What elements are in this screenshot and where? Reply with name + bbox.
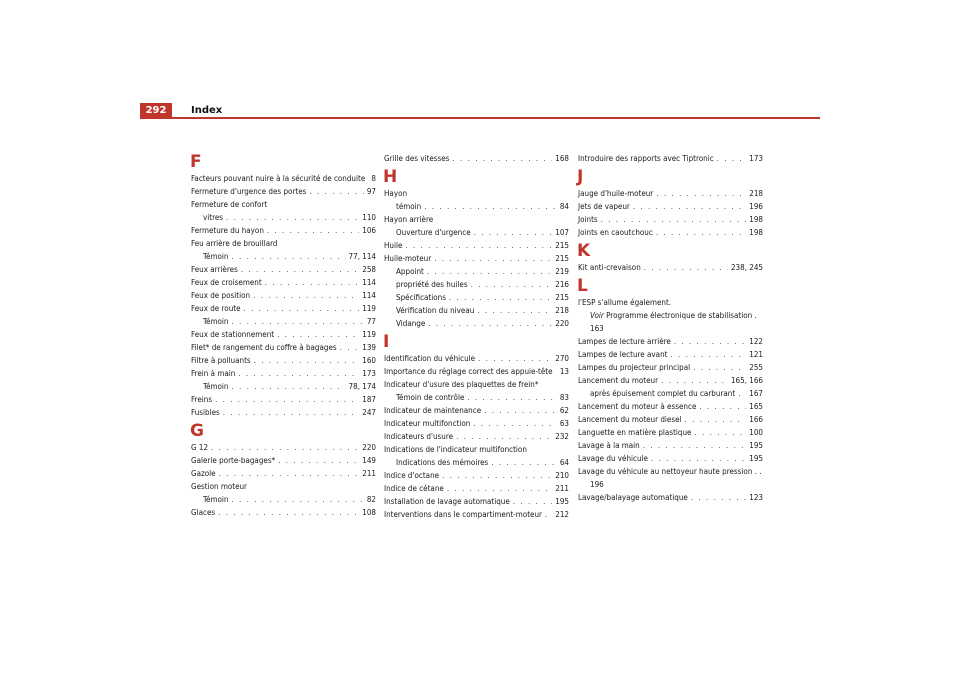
entry-page-ref: 216 (555, 280, 569, 289)
entry-term: Freins (191, 395, 213, 404)
index-entry (578, 426, 763, 439)
entry-term: Témoin de contrôle (396, 393, 465, 402)
entry-term: Indicateur de maintenance (384, 406, 482, 415)
index-entry (191, 367, 376, 380)
entry-term: Kit anti-crevaison (578, 263, 641, 272)
dot-leader (428, 317, 552, 330)
index-entry (191, 224, 376, 237)
entry-page-ref: 211 (362, 469, 376, 478)
index-subentry (384, 291, 569, 304)
entry-page-ref: 211 (555, 484, 569, 493)
entry-term: Filet* de rangement du coffre à bagages (191, 343, 337, 352)
dot-leader (215, 393, 359, 406)
entry-term: Lavage à la main (578, 441, 640, 450)
entry-page-ref: 107 (555, 228, 569, 237)
index-heading: l'ESP s'allume également. (578, 298, 672, 307)
entry-term: propriété des huiles (396, 280, 468, 289)
index-subentry (578, 387, 763, 400)
dot-leader (474, 226, 553, 239)
dot-leader (656, 187, 746, 200)
dot-leader (449, 291, 552, 304)
entry-term: Indicateur multifonction (384, 419, 471, 428)
entry-page-ref: 97 (366, 187, 376, 196)
entry-term: Lavage du véhicule (578, 454, 648, 463)
dot-leader (442, 469, 552, 482)
entry-term: après épuisement complet du carburant (590, 389, 736, 398)
dot-leader (231, 315, 363, 328)
entry-page-ref: 173 (362, 369, 376, 378)
index-entry (578, 261, 763, 274)
dot-leader (656, 226, 746, 239)
index-entry (578, 452, 763, 465)
entry-page-ref: 198 (749, 215, 763, 224)
dot-leader (643, 439, 747, 452)
entry-term: Témoin (203, 252, 229, 261)
entry-page-ref: 270 (555, 354, 569, 363)
index-entry (191, 406, 376, 419)
dot-leader (644, 261, 728, 274)
index-column-1 (191, 152, 376, 519)
index-entry (578, 335, 763, 348)
index-entry (191, 467, 376, 480)
entry-term: Importance du réglage correct des appuie-tête (384, 367, 553, 376)
index-entry (384, 417, 569, 430)
entry-page-ref: 82 (366, 495, 376, 504)
entry-page-ref: 122 (749, 337, 763, 346)
entry-term: Lavage/balayage automatique (578, 493, 688, 502)
index-entry (191, 172, 376, 185)
index-heading: Lavage du véhicule au nettoyeur haute pression . . (578, 467, 762, 476)
dot-leader (427, 265, 552, 278)
section-letter: K (577, 241, 591, 261)
index-entry (578, 152, 763, 165)
dot-leader (278, 454, 359, 467)
entry-page-ref: 114 (362, 291, 376, 300)
dot-leader (670, 348, 746, 361)
entry-term: Indicateurs d'usure (384, 432, 454, 441)
dot-leader (513, 495, 552, 508)
index-entry (191, 289, 376, 302)
dot-leader (685, 413, 747, 426)
dot-leader (424, 200, 557, 213)
entry-page-ref: 218 (749, 189, 763, 198)
entry-term: Frein à main (191, 369, 236, 378)
entry-term: Témoin (203, 382, 229, 391)
entry-page-ref: 114 (362, 278, 376, 287)
index-entry (384, 430, 569, 443)
dot-leader (691, 491, 746, 504)
dot-leader (694, 426, 746, 439)
entry-page-ref: 247 (362, 408, 376, 417)
index-subentry (384, 391, 569, 404)
index-heading: Fermeture de confort (191, 200, 268, 209)
entry-term: Huile (384, 241, 403, 250)
entry-page-ref: 215 (555, 241, 569, 250)
index-entry (191, 441, 376, 454)
dot-leader (309, 185, 363, 198)
index-subentry (191, 250, 376, 263)
index-entry (578, 491, 763, 504)
entry-term: Identification du véhicule (384, 354, 476, 363)
index-entry (191, 506, 376, 519)
entry-page-ref: 195 (749, 454, 763, 463)
dot-leader (254, 354, 360, 367)
entry-page-ref: 196 (749, 202, 763, 211)
entry-term: Ouverture d'urgence (396, 228, 471, 237)
entry-page-ref: 100 (749, 428, 763, 437)
dot-leader (340, 341, 360, 354)
entry-term: Grille des vitesses (384, 154, 450, 163)
dot-leader (674, 335, 746, 348)
index-entry (578, 213, 763, 226)
entry-term: Feux arrières (191, 265, 238, 274)
index-entry (384, 482, 569, 495)
index-entry (191, 341, 376, 354)
index-column-3 (578, 152, 763, 504)
entry-page-ref: 83 (559, 393, 569, 402)
index-continuation: 196 (590, 480, 604, 489)
index-subentry (191, 380, 376, 393)
index-entry (191, 354, 376, 367)
dot-leader (241, 263, 359, 276)
entry-page-ref: 110 (362, 213, 376, 222)
index-subentry (384, 265, 569, 278)
index-entry (384, 495, 569, 508)
index-subentry (384, 226, 569, 239)
entry-page-ref: 13 (559, 367, 569, 376)
entry-term: Fermeture d'urgence des portes (191, 187, 307, 196)
index-entry (384, 352, 569, 365)
entry-page-ref: 64 (559, 458, 569, 467)
dot-leader (244, 302, 360, 315)
entry-term: Gazole (191, 469, 216, 478)
entry-page-ref: 119 (362, 330, 376, 339)
entry-term: Huile-moteur (384, 254, 432, 263)
dot-leader (226, 211, 359, 224)
index-heading: Gestion moteur (191, 482, 248, 491)
index-subentry (384, 456, 569, 469)
entry-term: Joints (578, 215, 598, 224)
dot-leader (478, 352, 552, 365)
dot-leader (253, 289, 359, 302)
entry-page-ref: 219 (555, 267, 569, 276)
entry-page-ref: 210 (555, 471, 569, 480)
entry-page-ref: 77, 114 (348, 252, 376, 261)
entry-term: Lampes du projecteur principal (578, 363, 691, 372)
section-letter: F (190, 152, 202, 172)
index-subentry (384, 200, 569, 213)
entry-page-ref: 123 (749, 493, 763, 502)
dot-leader (265, 276, 360, 289)
index-entry (191, 185, 376, 198)
dot-leader (219, 467, 360, 480)
dot-leader (633, 200, 746, 213)
dot-leader (491, 456, 557, 469)
dot-leader (434, 252, 552, 265)
entry-term: témoin (396, 202, 422, 211)
dot-leader (405, 239, 552, 252)
entry-page-ref: 212 (555, 510, 569, 519)
dot-leader (231, 493, 363, 506)
dot-leader (211, 441, 359, 454)
entry-page-ref: 78, 174 (348, 382, 376, 391)
section-letter: H (383, 167, 398, 187)
index-entry (191, 263, 376, 276)
index-entry (191, 302, 376, 315)
entry-page-ref: 173 (749, 154, 763, 163)
entry-page-ref: 255 (749, 363, 763, 372)
index-subentry (384, 317, 569, 330)
index-continuation: 163 (590, 324, 604, 333)
entry-page-ref: 198 (749, 228, 763, 237)
dot-leader (545, 508, 552, 521)
entry-page-ref: 168 (555, 154, 569, 163)
dot-leader (223, 406, 360, 419)
entry-page-ref: 220 (362, 443, 376, 452)
entry-term: Indice d'octane (384, 471, 440, 480)
entry-page-ref: 232 (555, 432, 569, 441)
dot-leader (267, 224, 359, 237)
entry-page-ref: 195 (555, 497, 569, 506)
index-subentry (191, 493, 376, 506)
index-heading: Feu arrière de brouillard (191, 239, 278, 248)
section-letter: J (577, 167, 584, 187)
section-letter: L (577, 276, 588, 296)
index-column-2 (384, 152, 569, 521)
index-entry (384, 365, 569, 378)
entry-page-ref: 220 (555, 319, 569, 328)
dot-leader (717, 152, 747, 165)
index-heading: Hayon arrière (384, 215, 434, 224)
entry-term: Témoin (203, 495, 229, 504)
entry-page-ref: 139 (362, 343, 376, 352)
entry-term: Lampes de lecture avant (578, 350, 668, 359)
dot-leader (447, 482, 552, 495)
see-target: Programme électronique de stabilisation . (606, 311, 757, 320)
index-heading: Hayon (384, 189, 408, 198)
index-entry (191, 393, 376, 406)
entry-page-ref: 77 (366, 317, 376, 326)
entry-page-ref: 165, 166 (730, 376, 763, 385)
index-entry (578, 187, 763, 200)
index-entry (384, 404, 569, 417)
entry-term: Lancement du moteur diesel (578, 415, 682, 424)
see-label: Voir (590, 311, 604, 320)
entry-term: Appoint (396, 267, 424, 276)
index-entry (578, 374, 763, 387)
dot-leader (231, 380, 345, 393)
entry-page-ref: 149 (362, 456, 376, 465)
entry-term: G 12 (191, 443, 209, 452)
entry-term: Joints en caoutchouc (578, 228, 653, 237)
entry-page-ref: 108 (362, 508, 376, 517)
index-entry (191, 328, 376, 341)
dot-leader (238, 367, 359, 380)
entry-page-ref: 165 (749, 402, 763, 411)
dot-leader (473, 417, 557, 430)
index-subentry (191, 315, 376, 328)
entry-term: Languette en matière plastique (578, 428, 692, 437)
entry-term: Fermeture du hayon (191, 226, 264, 235)
index-entry (578, 348, 763, 361)
dot-leader (277, 328, 359, 341)
entry-term: Lancement du moteur (578, 376, 659, 385)
entry-page-ref: 195 (749, 441, 763, 450)
index-entry (578, 400, 763, 413)
entry-term: Installation de lavage automatique (384, 497, 510, 506)
entry-term: Spécifications (396, 293, 446, 302)
index-entry (578, 200, 763, 213)
see-reference (578, 309, 763, 322)
index-entry (578, 439, 763, 452)
dot-leader (484, 404, 557, 417)
entry-term: Jets de vapeur (578, 202, 630, 211)
dot-leader (467, 391, 556, 404)
index-entry (191, 454, 376, 467)
entry-page-ref: 119 (362, 304, 376, 313)
entry-term: Introduire des rapports avec Tiptronic (578, 154, 714, 163)
dot-leader (699, 400, 746, 413)
entry-page-ref: 215 (555, 254, 569, 263)
dot-leader (477, 304, 552, 317)
index-entry (384, 152, 569, 165)
section-letter: I (383, 332, 390, 352)
entry-term: Fusibles (191, 408, 220, 417)
index-subentry (384, 278, 569, 291)
entry-page-ref: 167 (749, 389, 763, 398)
entry-page-ref: 8 (371, 174, 376, 183)
index-entry (578, 226, 763, 239)
index-subentry (384, 304, 569, 317)
dot-leader (231, 250, 345, 263)
entry-term: Indications des mémoires (396, 458, 489, 467)
entry-term: Feux de position (191, 291, 251, 300)
entry-term: Témoin (203, 317, 229, 326)
index-entry (384, 252, 569, 265)
entry-page-ref: 160 (362, 356, 376, 365)
entry-page-ref: 62 (559, 406, 569, 415)
entry-term: Feux de stationnement (191, 330, 275, 339)
entry-page-ref: 121 (749, 350, 763, 359)
entry-term: Vérification du niveau (396, 306, 475, 315)
entry-term: Feux de croisement (191, 278, 262, 287)
entry-term: Galerie porte-bagages* (191, 456, 276, 465)
entry-page-ref: 166 (749, 415, 763, 424)
index-entry (578, 361, 763, 374)
entry-term: Lancement du moteur à essence (578, 402, 697, 411)
page-title: Index (191, 105, 223, 116)
index-entry (191, 276, 376, 289)
entry-term: Glaces (191, 508, 216, 517)
index-entry (384, 508, 569, 521)
dot-leader (456, 430, 552, 443)
dot-leader (651, 452, 746, 465)
dot-leader (471, 278, 553, 291)
entry-term: Indice de cétane (384, 484, 444, 493)
entry-term: Jauge d'huile-moteur (578, 189, 654, 198)
index-heading: Indicateur d'usure des plaquettes de frein* (384, 380, 539, 389)
entry-term: Facteurs pouvant nuire à la sécurité de conduite (191, 174, 366, 183)
index-heading: Indications de l'indicateur multifonction (384, 445, 527, 454)
section-letter: G (190, 421, 204, 441)
index-subentry (191, 211, 376, 224)
entry-page-ref: 258 (362, 265, 376, 274)
dot-leader (452, 152, 552, 165)
dot-leader (218, 506, 359, 519)
index-entry (384, 239, 569, 252)
page-number: 292 (140, 103, 172, 119)
entry-term: vitres (203, 213, 224, 222)
entry-page-ref: 187 (362, 395, 376, 404)
dot-leader (693, 361, 746, 374)
entry-page-ref: 63 (559, 419, 569, 428)
entry-page-ref: 218 (555, 306, 569, 315)
entry-page-ref: 84 (559, 202, 569, 211)
index-entry (384, 469, 569, 482)
entry-page-ref: 106 (362, 226, 376, 235)
index-entry (578, 413, 763, 426)
dot-leader (601, 213, 747, 226)
entry-term: Filtre à polluants (191, 356, 251, 365)
dot-leader (738, 387, 746, 400)
entry-term: Feux de route (191, 304, 241, 313)
entry-page-ref: 238, 245 (730, 263, 763, 272)
header-rule (170, 117, 820, 119)
entry-page-ref: 215 (555, 293, 569, 302)
entry-term: Interventions dans le compartiment-moteur (384, 510, 542, 519)
entry-term: Vidange (396, 319, 426, 328)
dot-leader (661, 374, 728, 387)
entry-term: Lampes de lecture arrière (578, 337, 671, 346)
